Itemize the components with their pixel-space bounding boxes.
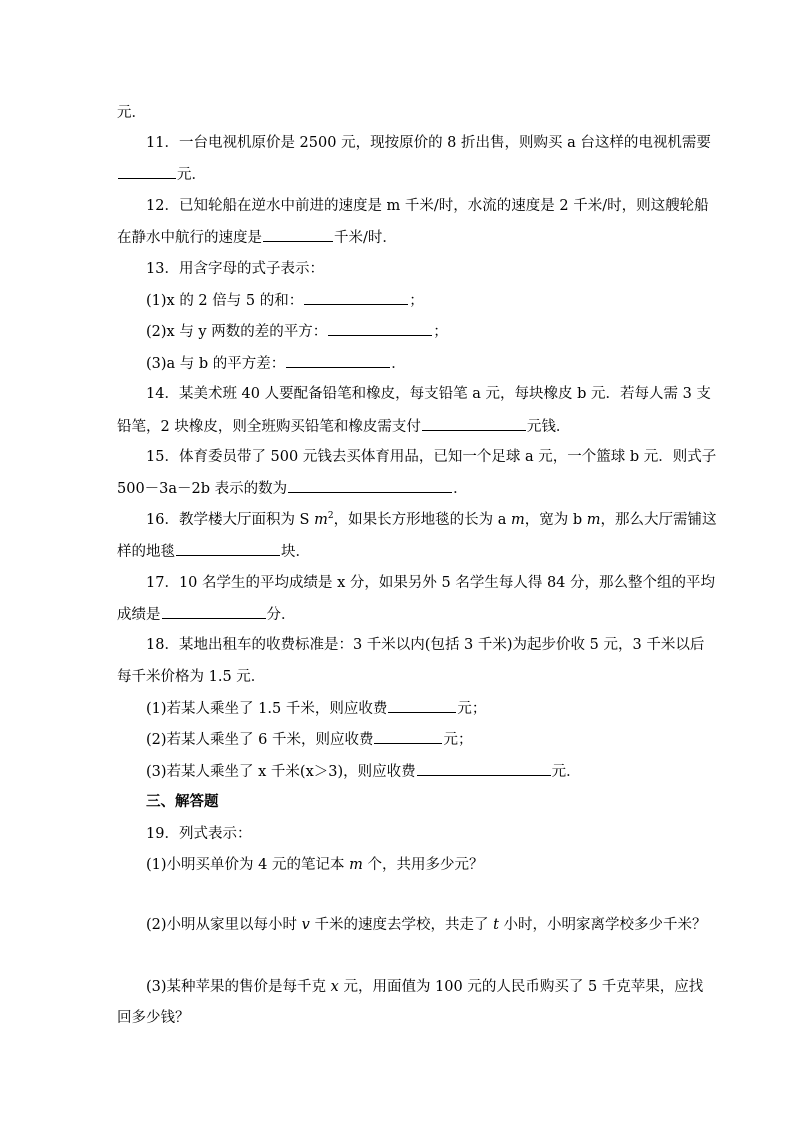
text: 元． — [551, 764, 581, 780]
text: ，宽为 b — [524, 512, 587, 528]
question-13 — [146, 259, 324, 279]
text: ． — [391, 356, 406, 372]
question-17-cont — [117, 604, 296, 625]
question-19-1 — [146, 855, 483, 875]
question-18 — [146, 635, 704, 655]
answer-blank — [263, 227, 333, 242]
text: 样的地毯 — [117, 544, 175, 560]
text: 11．一台电视机原价是 2500 元，现按原价的 8 折出售，则购买 a 台这样的电视机需要 — [146, 135, 711, 151]
question-18-1 — [146, 698, 486, 719]
answer-blank — [417, 761, 551, 776]
question-12 — [146, 196, 709, 216]
text: (3)a 与 b 的平方差： — [146, 356, 286, 372]
text: 成绩是 — [117, 607, 161, 623]
text: 元，用面值为 100 元的人民币购买了 5 千克苹果，应找 — [338, 979, 704, 995]
text: ； — [409, 293, 424, 309]
text: (3)若某人乘坐了 x 千米(x＞3)，则应收费 — [146, 764, 416, 780]
text: ，那么大厅需铺这 — [600, 512, 717, 528]
text: 18．某地出租车的收费标准是：3 千米以内(包括 3 千米)为起步价收 5 元，3 千米以后 — [146, 637, 705, 653]
text: 500－3a－2b 表示的数为 — [117, 481, 288, 497]
text: 个，共用多少元？ — [362, 857, 484, 873]
question-19-3 — [146, 977, 703, 997]
text: 回多少钱？ — [117, 1010, 190, 1026]
text: (1)若某人乘坐了 1.5 千米，则应收费 — [146, 701, 388, 717]
text: 16．教学楼大厅面积为 S — [146, 512, 315, 528]
text: ，如果长方形地毯的长为 a — [333, 512, 511, 528]
text: 每千米价格为 1.5 元． — [117, 669, 266, 685]
question-13-2 — [146, 321, 448, 342]
question-15-cont — [117, 478, 468, 499]
text: 小时，小明家离学校多少千米？ — [498, 917, 707, 933]
text: 14．某美术班 40 人要配备铅笔和橡皮，每支铅笔 a 元，每块橡皮 b 元．若每人需 3 支 — [146, 386, 711, 402]
answer-blank — [176, 541, 280, 556]
question-11 — [146, 133, 711, 153]
variable-x: x — [330, 979, 339, 995]
answer-blank — [388, 698, 456, 713]
text: 13．用含字母的式子表示： — [146, 261, 324, 277]
question-19-3-cont — [117, 1008, 190, 1028]
text: 块． — [281, 544, 310, 560]
text: 元． — [117, 105, 146, 121]
line-continuation — [117, 103, 146, 123]
question-13-3 — [146, 353, 406, 374]
answer-blank — [286, 353, 390, 368]
text: 19．列式表示： — [146, 826, 252, 842]
text: 元钱． — [526, 419, 571, 435]
question-11-cont — [117, 164, 206, 185]
question-16 — [146, 510, 716, 530]
question-19 — [146, 824, 251, 844]
text: 元． — [177, 167, 206, 183]
question-19-2 — [146, 915, 707, 935]
text: (1)x 的 2 倍与 5 的和： — [146, 293, 304, 309]
unit-m: m — [586, 512, 601, 528]
superscript: 2 — [327, 511, 334, 522]
question-18-cont — [117, 667, 265, 687]
variable-t: t — [493, 917, 499, 933]
text: 千米的速度去学校，共走了 — [309, 917, 494, 933]
question-18-3 — [146, 761, 581, 782]
text: 分． — [266, 607, 296, 623]
variable-v: v — [301, 917, 310, 933]
text: (2)若某人乘坐了 6 千米，则应收费 — [146, 732, 374, 748]
section-heading — [146, 792, 219, 812]
text: 17．10 名学生的平均成绩是 x 分，如果另外 5 名学生每人得 84 分，那么整个组的平均 — [146, 575, 716, 591]
answer-blank — [162, 604, 266, 619]
text: ． — [453, 481, 468, 497]
question-16-cont — [117, 541, 310, 562]
text: ； — [433, 324, 448, 340]
text: (3)某种苹果的售价是每千克 — [146, 979, 331, 995]
unit-m: m — [510, 512, 525, 528]
question-17 — [146, 573, 715, 593]
question-18-2 — [146, 729, 472, 750]
answer-blank — [422, 416, 526, 431]
text: 在静水中航行的速度是 — [117, 230, 262, 246]
text: 元； — [443, 732, 473, 748]
answer-blank — [374, 729, 442, 744]
text: 元； — [457, 701, 487, 717]
answer-blank — [304, 290, 408, 305]
question-15 — [146, 447, 716, 467]
question-13-1 — [146, 290, 424, 311]
text: 15．体育委员带了 500 元钱去买体育用品，已知一个足球 a 元，一个篮球 b 元．则式子 — [146, 449, 717, 465]
text: 铅笔，2 块橡皮，则全班购买铅笔和橡皮需支付 — [117, 419, 421, 435]
unit-m: m — [314, 512, 328, 528]
question-14-cont — [117, 416, 570, 437]
answer-blank — [288, 478, 452, 493]
text: 三、解答题 — [146, 793, 219, 810]
answer-blank — [328, 321, 432, 336]
text: (2)x 与 y 两数的差的平方： — [146, 324, 328, 340]
text: 千米/时． — [334, 230, 397, 246]
variable-m: m — [349, 857, 363, 873]
question-12-cont — [117, 227, 397, 248]
text: 12．已知轮船在逆水中前进的速度是 m 千米/时，水流的速度是 2 千米/时，则这艘轮船 — [146, 198, 709, 214]
text: (2)小明从家里以每小时 — [146, 917, 302, 933]
question-14 — [146, 384, 711, 404]
text: (1)小明买单价为 4 元的笔记本 — [146, 857, 350, 873]
answer-blank — [118, 164, 176, 179]
